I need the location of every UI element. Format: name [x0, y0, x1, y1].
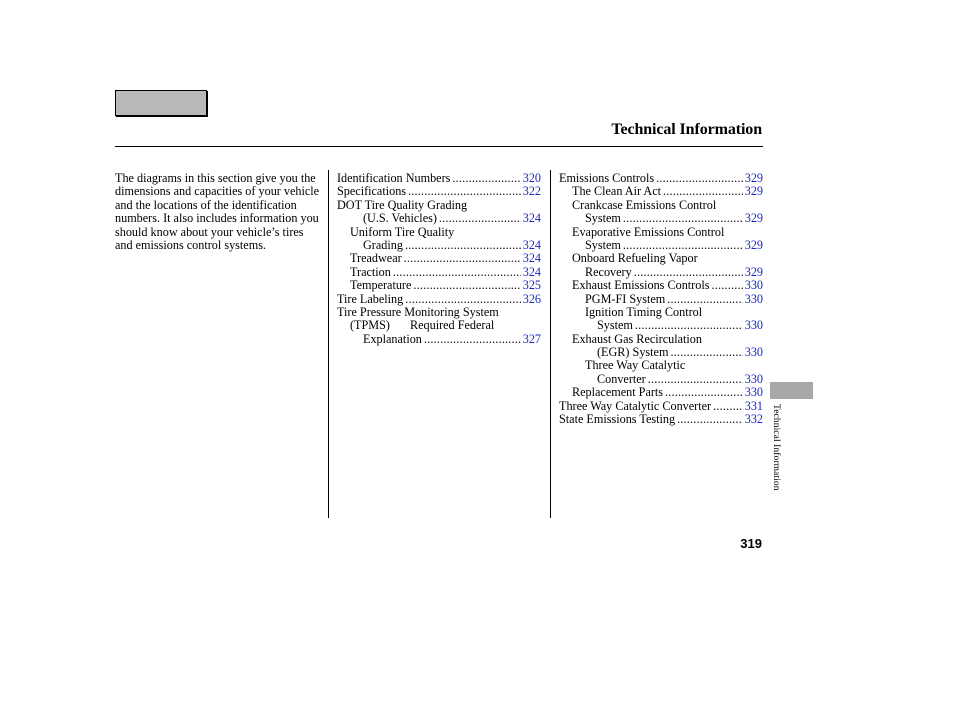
toc-entry-temperature[interactable]: Temperature ..... 325: [337, 279, 541, 292]
page-link[interactable]: 324: [522, 251, 541, 266]
toc-entry-specifications[interactable]: Specifications ..... 322: [337, 185, 541, 198]
page-link[interactable]: 322: [522, 184, 541, 199]
toc-heading-crankcase: Crankcase Emissions Control: [572, 197, 717, 212]
toc-heading-uniform-tire-quality: Uniform Tire Quality: [350, 224, 455, 239]
intro-paragraph: The diagrams in this section give you the dimensions and capacities of your vehicle and the locations of the identification numbers. It also includes information you should know about your vehicle’s tires and emissions control systems.: [115, 171, 320, 253]
toc-entry-replacement-parts[interactable]: Replacement Parts ..... 330: [559, 386, 763, 399]
page-link[interactable]: 329: [744, 211, 763, 226]
page-link[interactable]: 320: [522, 171, 541, 185]
page-link[interactable]: 326: [522, 291, 541, 306]
page-link[interactable]: 330: [744, 371, 763, 386]
toc-heading-dot-grading: DOT Tire Quality Grading: [337, 197, 468, 212]
toc-entry-pgm-fi[interactable]: PGM-FI System ..... 330: [559, 293, 763, 306]
toc-entry-us-vehicles[interactable]: (U.S. Vehicles) ..... 324: [337, 212, 541, 225]
toc-entry-evaporative-system[interactable]: System ..... 329: [559, 239, 763, 252]
page-link[interactable]: 329: [744, 237, 763, 252]
toc-entry-state-testing[interactable]: State Emissions Testing ..... 332: [559, 413, 763, 426]
page-link[interactable]: 329: [744, 171, 763, 185]
page-link[interactable]: 329: [744, 264, 763, 279]
page-link[interactable]: 325: [522, 278, 541, 293]
page-number: 319: [740, 536, 762, 551]
side-section-label: Technical Information: [771, 404, 781, 491]
page-link[interactable]: 332: [744, 412, 763, 427]
toc-heading-egr: Exhaust Gas Recirculation: [572, 331, 702, 346]
page-link[interactable]: 327: [522, 331, 541, 346]
column-divider: [550, 170, 551, 518]
navigation-button[interactable]: [115, 90, 207, 116]
page-link[interactable]: 324: [522, 237, 541, 252]
toc-column-1: [337, 172, 541, 346]
toc-entry-identification-numbers[interactable]: Identification Numbers ..... 320: [337, 172, 541, 185]
page-link[interactable]: 324: [522, 264, 541, 279]
toc-heading-onboard-refueling: Onboard Refueling Vapor: [572, 251, 698, 266]
toc-entry-three-way-converter[interactable]: Three Way Catalytic Converter ..... 331: [559, 400, 763, 413]
page-title: Technical Information: [611, 121, 762, 138]
page-link[interactable]: 331: [744, 398, 763, 413]
toc-heading-tpms: Tire Pressure Monitoring System: [337, 304, 499, 319]
toc-entry-crankcase-system[interactable]: System ..... 329: [559, 212, 763, 225]
toc-entry-traction[interactable]: Traction ..... 324: [337, 266, 541, 279]
toc-heading-evaporative: Evaporative Emissions Control: [572, 224, 725, 239]
toc-entry-grading[interactable]: Grading ..... 324: [337, 239, 541, 252]
toc-entry-egr-system[interactable]: (EGR) System ..... 330: [559, 346, 763, 359]
page-link[interactable]: 330: [744, 291, 763, 306]
toc-entry-ignition-system[interactable]: System ..... 330: [559, 319, 763, 332]
toc-entry-clean-air-act[interactable]: The Clean Air Act ..... 329: [559, 185, 763, 198]
toc-entry-treadwear[interactable]: Treadwear ..... 324: [337, 252, 541, 265]
toc-heading-ignition-timing: Ignition Timing Control: [585, 304, 703, 319]
header-rule: [115, 146, 763, 147]
column-divider: [328, 170, 329, 518]
toc-entry-emissions-controls[interactable]: Emissions Controls ..... 329: [559, 172, 763, 185]
toc-heading-three-way: Three Way Catalytic: [585, 358, 686, 373]
toc-entry-tire-labeling[interactable]: Tire Labeling ..... 326: [337, 293, 541, 306]
section-tab[interactable]: [770, 382, 813, 399]
toc-entry-explanation[interactable]: Explanation ..... 327: [337, 333, 541, 346]
page-link[interactable]: 330: [744, 278, 763, 293]
page-link[interactable]: 330: [744, 318, 763, 333]
toc-entry-exhaust-emissions[interactable]: Exhaust Emissions Controls ..... 330: [559, 279, 763, 292]
toc-entry-recovery[interactable]: Recovery ..... 329: [559, 266, 763, 279]
page-link[interactable]: 324: [522, 211, 541, 226]
page-link[interactable]: 330: [744, 385, 763, 400]
toc-column-2: [559, 172, 763, 426]
toc-heading-tpms-required: (TPMS) Required Federal: [350, 318, 495, 333]
page-link[interactable]: 330: [744, 345, 763, 360]
page-link[interactable]: 329: [744, 184, 763, 199]
toc-entry-converter[interactable]: Converter ..... 330: [559, 373, 763, 386]
